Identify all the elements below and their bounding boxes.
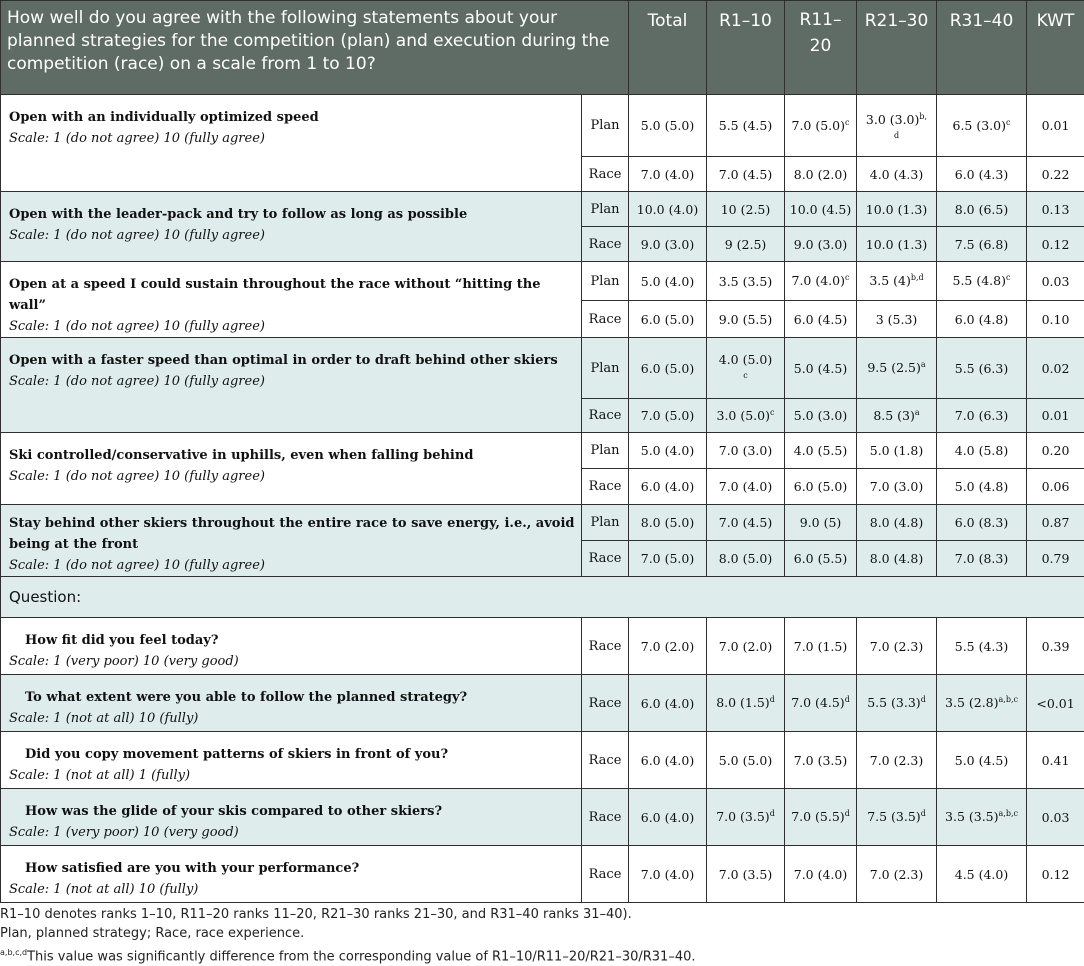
cell-total: 7.0 (2.0) xyxy=(629,618,707,675)
cell-value: 7.0 (4.0) xyxy=(792,274,846,289)
cell-r21-30: 7.0 (3.0) xyxy=(857,469,937,505)
cell-r11-20: 9.0 (5) xyxy=(785,505,857,541)
cell-value: 3.0 (3.0) xyxy=(866,112,920,127)
cell-r1-10: 7.0 (4.5) xyxy=(707,157,785,192)
footnote-significance-text: This value was significantly difference from the corresponding value of R1–10/R11–20/R21–30/R31–40. xyxy=(27,949,695,964)
cell-total: 8.0 (5.0) xyxy=(629,505,707,541)
row-label: Plan xyxy=(582,433,629,469)
table-row xyxy=(1,846,1084,903)
cell-r1-10: 7.0 (4.5) xyxy=(707,505,785,541)
cell-total: 6.0 (4.0) xyxy=(629,732,707,789)
table-row xyxy=(1,338,1084,399)
cell-r21-30 xyxy=(857,95,937,157)
cell-r31-40 xyxy=(937,675,1027,732)
cell-value: 4.0 (5.0) xyxy=(719,352,773,367)
cell-r11-20 xyxy=(785,675,857,732)
cell-value: 7.0 (5.0) xyxy=(792,118,846,133)
sup-marker: d xyxy=(770,809,775,818)
cell-r11-20: 6.0 (5.0) xyxy=(785,469,857,505)
question-cell xyxy=(1,618,582,675)
question-text: How was the glide of your skis compared to other skiers? xyxy=(9,801,575,822)
header-r11-20-text: R11–20 xyxy=(796,7,846,59)
cell-r21-30: 7.0 (2.3) xyxy=(857,732,937,789)
cell-r1-10 xyxy=(707,675,785,732)
cell-r21-30: 4.0 (4.3) xyxy=(857,157,937,192)
header-question: How well do you agree with the following statements about your planned strategies for the competition (plan) and execution during the competition (race) on a scale from 1 to 10? xyxy=(1,1,629,95)
header-kwt: KWT xyxy=(1027,1,1084,95)
header-total: Total xyxy=(629,1,707,95)
row-label: Race xyxy=(582,399,629,433)
table-row xyxy=(1,618,1084,675)
cell-value: 9.5 (2.5) xyxy=(867,361,921,376)
question-cell xyxy=(1,675,582,732)
table-row xyxy=(1,675,1084,732)
cell-kwt: 0.03 xyxy=(1027,262,1084,301)
cell-kwt: 0.13 xyxy=(1027,192,1084,227)
cell-r1-10: 3.5 (3.5) xyxy=(707,262,785,301)
cell-total: 7.0 (5.0) xyxy=(629,399,707,433)
cell-kwt: 0.20 xyxy=(1027,433,1084,469)
question-cell xyxy=(1,789,582,846)
row-label: Race xyxy=(582,675,629,732)
cell-kwt: 0.01 xyxy=(1027,95,1084,157)
cell-r31-40: 4.0 (5.8) xyxy=(937,433,1027,469)
statement-cell xyxy=(1,262,582,338)
cell-r11-20 xyxy=(785,95,857,157)
cell-value: 3.5 (2.8) xyxy=(945,696,999,711)
sup-marker: d xyxy=(845,809,850,818)
cell-r31-40 xyxy=(937,262,1027,301)
cell-r31-40: 8.0 (6.5) xyxy=(937,192,1027,227)
sup-marker: d xyxy=(921,695,926,704)
row-label: Plan xyxy=(582,262,629,301)
sup-marker: d xyxy=(845,695,850,704)
row-label: Race xyxy=(582,301,629,338)
cell-r21-30 xyxy=(857,399,937,433)
header-r11-20 xyxy=(785,1,857,95)
cell-total: 7.0 (4.0) xyxy=(629,846,707,903)
sup-marker: c xyxy=(770,408,774,417)
table-row xyxy=(1,505,1084,541)
cell-r1-10: 7.0 (4.0) xyxy=(707,469,785,505)
cell-value: 3.5 (3.5) xyxy=(945,810,999,825)
cell-r11-20 xyxy=(785,789,857,846)
question-text: To what extent were you able to follow the planned strategy? xyxy=(9,687,575,708)
cell-value: 3.0 (5.0) xyxy=(717,408,771,423)
cell-r31-40: 7.0 (8.3) xyxy=(937,541,1027,577)
statement-text: Stay behind other skiers throughout the entire race to save energy, i.e., avoid being at the front xyxy=(9,513,575,555)
sup-marker: a xyxy=(915,408,920,417)
cell-r11-20: 6.0 (4.5) xyxy=(785,301,857,338)
row-label: Plan xyxy=(582,192,629,227)
statement-cell xyxy=(1,433,582,505)
cell-r21-30: 8.0 (4.8) xyxy=(857,505,937,541)
cell-total: 6.0 (4.0) xyxy=(629,469,707,505)
row-label: Race xyxy=(582,157,629,192)
cell-r21-30: 10.0 (1.3) xyxy=(857,192,937,227)
cell-value: 8.0 (1.5) xyxy=(716,696,770,711)
statement-scale: Scale: 1 (do not agree) 10 (fully agree) xyxy=(9,225,575,246)
cell-value: 7.0 (3.5) xyxy=(716,810,770,825)
cell-r11-20: 6.0 (5.5) xyxy=(785,541,857,577)
cell-total: 7.0 (5.0) xyxy=(629,541,707,577)
cell-total: 5.0 (4.0) xyxy=(629,433,707,469)
sup-marker: c xyxy=(1006,273,1010,282)
cell-r11-20: 4.0 (5.5) xyxy=(785,433,857,469)
cell-value: 5.5 (4.8) xyxy=(953,274,1007,289)
question-text: Did you copy movement patterns of skiers in front of you? xyxy=(9,744,575,765)
cell-r21-30: 3 (5.3) xyxy=(857,301,937,338)
cell-r21-30: 10.0 (1.3) xyxy=(857,227,937,262)
cell-r1-10: 9.0 (5.5) xyxy=(707,301,785,338)
cell-total: 6.0 (5.0) xyxy=(629,338,707,399)
cell-total: 10.0 (4.0) xyxy=(629,192,707,227)
footnote-ranks: R1–10 denotes ranks 1–10, R11–20 ranks 11–20, R21–30 ranks 21–30, and R31–40 ranks 31–40). xyxy=(0,905,1084,924)
section-row xyxy=(1,577,1084,618)
statement-cell xyxy=(1,95,582,192)
cell-kwt: 0.41 xyxy=(1027,732,1084,789)
cell-r11-20: 5.0 (4.5) xyxy=(785,338,857,399)
cell-kwt: 0.12 xyxy=(1027,227,1084,262)
cell-r21-30 xyxy=(857,789,937,846)
header-r1-10: R1–10 xyxy=(707,1,785,95)
question-scale: Scale: 1 (not at all) 1 (fully) xyxy=(9,765,575,786)
cell-total: 5.0 (4.0) xyxy=(629,262,707,301)
table-row xyxy=(1,433,1084,469)
section-label: Question: xyxy=(1,577,1084,618)
cell-kwt: 0.12 xyxy=(1027,846,1084,903)
statement-cell xyxy=(1,192,582,262)
cell-r11-20: 9.0 (3.0) xyxy=(785,227,857,262)
sup-marker: b,d xyxy=(911,273,924,282)
question-scale: Scale: 1 (very poor) 10 (very good) xyxy=(9,822,575,843)
cell-r11-20: 7.0 (1.5) xyxy=(785,618,857,675)
cell-kwt: <0.01 xyxy=(1027,675,1084,732)
statement-scale: Scale: 1 (do not agree) 10 (fully agree) xyxy=(9,128,575,149)
row-label: Plan xyxy=(582,95,629,157)
header-r21-30: R21–30 xyxy=(857,1,937,95)
cell-kwt: 0.02 xyxy=(1027,338,1084,399)
cell-kwt: 0.39 xyxy=(1027,618,1084,675)
cell-r11-20: 5.0 (3.0) xyxy=(785,399,857,433)
cell-kwt: 0.10 xyxy=(1027,301,1084,338)
footnote-sup-marker: a,b,c,d xyxy=(0,948,27,957)
sup-marker: a,b,c xyxy=(999,695,1018,704)
cell-r31-40: 5.0 (4.5) xyxy=(937,732,1027,789)
cell-r1-10: 8.0 (5.0) xyxy=(707,541,785,577)
cell-r21-30: 5.0 (1.8) xyxy=(857,433,937,469)
cell-r31-40: 5.5 (6.3) xyxy=(937,338,1027,399)
cell-value: 5.5 (3.3) xyxy=(867,696,921,711)
footnote-abbreviations: Plan, planned strategy; Race, race experience. xyxy=(0,924,1084,943)
statement-cell xyxy=(1,505,582,577)
cell-r31-40 xyxy=(937,95,1027,157)
statement-text: Open with an individually optimized speed xyxy=(9,107,575,128)
sup-marker: c xyxy=(1006,118,1010,127)
cell-value: 6.5 (3.0) xyxy=(953,118,1007,133)
cell-r21-30 xyxy=(857,675,937,732)
table-row xyxy=(1,732,1084,789)
footnote-significance xyxy=(0,943,1084,962)
sup-marker: d xyxy=(894,131,899,140)
statement-text: Open at a speed I could sustain throughout the race without “hitting the wall” xyxy=(9,274,575,316)
cell-total: 6.0 (4.0) xyxy=(629,789,707,846)
cell-r1-10: 7.0 (3.5) xyxy=(707,846,785,903)
cell-r1-10: 5.5 (4.5) xyxy=(707,95,785,157)
cell-r11-20 xyxy=(785,262,857,301)
cell-r11-20: 8.0 (2.0) xyxy=(785,157,857,192)
cell-value: 3.5 (4) xyxy=(869,274,911,289)
question-scale: Scale: 1 (not at all) 10 (fully) xyxy=(9,879,575,900)
question-cell xyxy=(1,846,582,903)
cell-r1-10: 5.0 (5.0) xyxy=(707,732,785,789)
row-label: Race xyxy=(582,618,629,675)
table-row xyxy=(1,192,1084,227)
cell-value: 8.5 (3) xyxy=(873,408,915,423)
row-label: Race xyxy=(582,846,629,903)
row-label: Plan xyxy=(582,505,629,541)
cell-r31-40: 6.0 (4.8) xyxy=(937,301,1027,338)
row-label: Race xyxy=(582,541,629,577)
cell-r21-30: 7.0 (2.3) xyxy=(857,618,937,675)
question-cell xyxy=(1,732,582,789)
question-text: How satisfied are you with your performance? xyxy=(9,858,575,879)
cell-r11-20: 7.0 (3.5) xyxy=(785,732,857,789)
cell-value: 7.0 (5.5) xyxy=(791,810,845,825)
statement-scale: Scale: 1 (do not agree) 10 (fully agree) xyxy=(9,316,575,337)
cell-r31-40 xyxy=(937,789,1027,846)
question-scale: Scale: 1 (very poor) 10 (very good) xyxy=(9,651,575,672)
header-row xyxy=(1,1,1084,95)
cell-total: 5.0 (5.0) xyxy=(629,95,707,157)
cell-r21-30 xyxy=(857,338,937,399)
row-label: Plan xyxy=(582,338,629,399)
sup-marker: c xyxy=(845,273,849,282)
sup-marker: c xyxy=(845,118,849,127)
cell-r1-10: 9 (2.5) xyxy=(707,227,785,262)
cell-r31-40: 5.5 (4.3) xyxy=(937,618,1027,675)
row-label: Race xyxy=(582,732,629,789)
cell-kwt: 0.79 xyxy=(1027,541,1084,577)
row-label: Race xyxy=(582,789,629,846)
cell-r1-10: 10 (2.5) xyxy=(707,192,785,227)
cell-r1-10: 7.0 (2.0) xyxy=(707,618,785,675)
cell-total: 7.0 (4.0) xyxy=(629,157,707,192)
statement-scale: Scale: 1 (do not agree) 10 (fully agree) xyxy=(9,555,575,576)
cell-r1-10 xyxy=(707,338,785,399)
cell-r1-10: 7.0 (3.0) xyxy=(707,433,785,469)
cell-total: 6.0 (5.0) xyxy=(629,301,707,338)
cell-r11-20: 7.0 (4.0) xyxy=(785,846,857,903)
statement-text: Open with a faster speed than optimal in order to draft behind other skiers xyxy=(9,350,575,371)
cell-kwt: 0.22 xyxy=(1027,157,1084,192)
cell-r1-10 xyxy=(707,789,785,846)
statement-text: Open with the leader-pack and try to follow as long as possible xyxy=(9,204,575,225)
sup-marker: a xyxy=(921,360,926,369)
statement-cell xyxy=(1,338,582,433)
cell-r31-40: 4.5 (4.0) xyxy=(937,846,1027,903)
cell-r31-40: 6.0 (8.3) xyxy=(937,505,1027,541)
cell-total: 6.0 (4.0) xyxy=(629,675,707,732)
cell-r21-30: 8.0 (4.8) xyxy=(857,541,937,577)
cell-r1-10 xyxy=(707,399,785,433)
table-row xyxy=(1,95,1084,157)
cell-r31-40: 7.0 (6.3) xyxy=(937,399,1027,433)
row-label: Race xyxy=(582,227,629,262)
question-text: How fit did you feel today? xyxy=(9,630,575,651)
header-r31-40: R31–40 xyxy=(937,1,1027,95)
sup-marker: c xyxy=(743,371,747,380)
cell-kwt: 0.01 xyxy=(1027,399,1084,433)
statement-text: Ski controlled/conservative in uphills, even when falling behind xyxy=(9,445,575,466)
cell-r31-40: 5.0 (4.8) xyxy=(937,469,1027,505)
cell-kwt: 0.03 xyxy=(1027,789,1084,846)
statement-scale: Scale: 1 (do not agree) 10 (fully agree) xyxy=(9,466,575,487)
sup-marker: a,b,c xyxy=(999,809,1018,818)
sup-marker: b, xyxy=(919,112,927,121)
cell-r21-30: 7.0 (2.3) xyxy=(857,846,937,903)
cell-kwt: 0.06 xyxy=(1027,469,1084,505)
table-footnotes xyxy=(0,905,1084,962)
cell-total: 9.0 (3.0) xyxy=(629,227,707,262)
cell-kwt: 0.87 xyxy=(1027,505,1084,541)
cell-r21-30 xyxy=(857,262,937,301)
sup-marker: d xyxy=(770,695,775,704)
cell-r31-40: 7.5 (6.8) xyxy=(937,227,1027,262)
cell-value: 7.0 (4.5) xyxy=(791,696,845,711)
cell-value: 7.5 (3.5) xyxy=(867,810,921,825)
row-label: Race xyxy=(582,469,629,505)
sup-marker: d xyxy=(921,809,926,818)
cell-r31-40: 6.0 (4.3) xyxy=(937,157,1027,192)
table-row xyxy=(1,262,1084,301)
statement-scale: Scale: 1 (do not agree) 10 (fully agree) xyxy=(9,371,575,392)
cell-r11-20: 10.0 (4.5) xyxy=(785,192,857,227)
table-row xyxy=(1,789,1084,846)
question-scale: Scale: 1 (not at all) 10 (fully) xyxy=(9,708,575,729)
